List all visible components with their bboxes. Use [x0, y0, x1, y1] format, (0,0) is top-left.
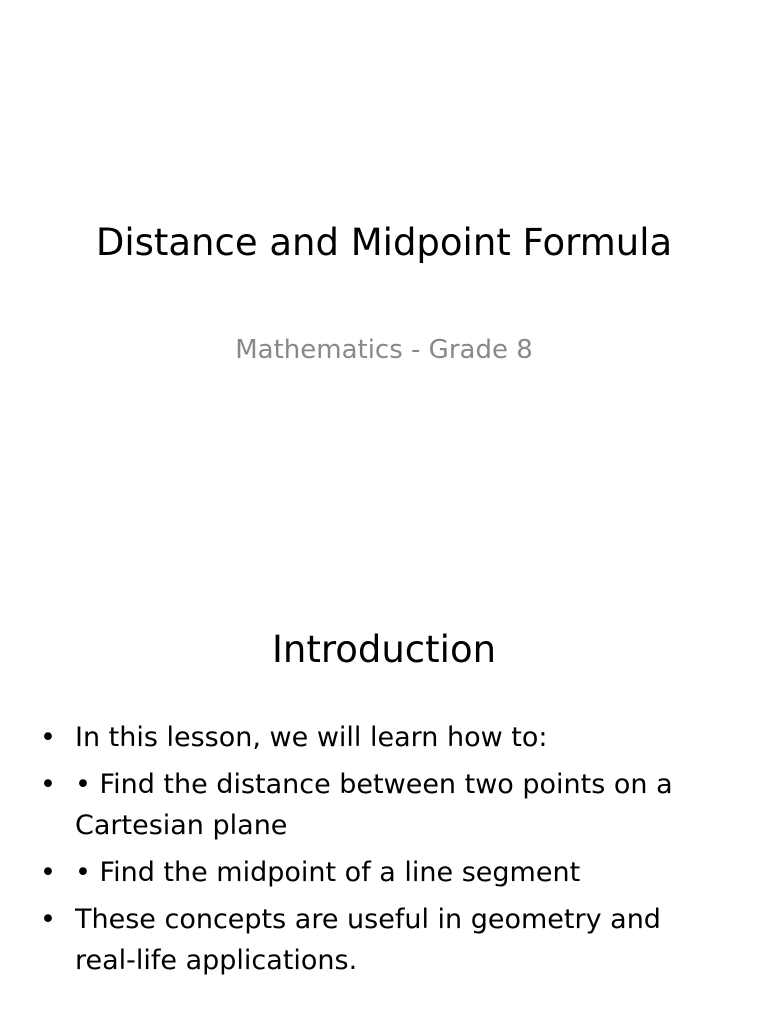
- bullet-marker: •: [40, 769, 56, 800]
- slide-subtitle: Mathematics - Grade 8: [235, 335, 533, 365]
- bullet-text: • Find the distance between two points on a Cartesian plane: [75, 769, 673, 841]
- introduction-slide: [0, 512, 768, 1024]
- bullet-item: [40, 764, 720, 846]
- bullet-item: [40, 852, 720, 893]
- bullet-text: These concepts are useful in geometry and real-life applications.: [75, 904, 661, 976]
- bullet-marker: •: [40, 722, 56, 753]
- bullet-marker: •: [40, 904, 56, 935]
- bullet-text: • Find the midpoint of a line segment: [75, 857, 581, 888]
- bullet-marker: •: [40, 857, 56, 888]
- bullet-item: [40, 717, 720, 758]
- bullet-text: In this lesson, we will learn how to:: [75, 722, 548, 753]
- slide-title: Introduction: [271, 628, 497, 671]
- slide-title: Distance and Midpoint Formula: [95, 221, 673, 264]
- bullet-list: [40, 717, 720, 987]
- bullet-item: [40, 899, 720, 981]
